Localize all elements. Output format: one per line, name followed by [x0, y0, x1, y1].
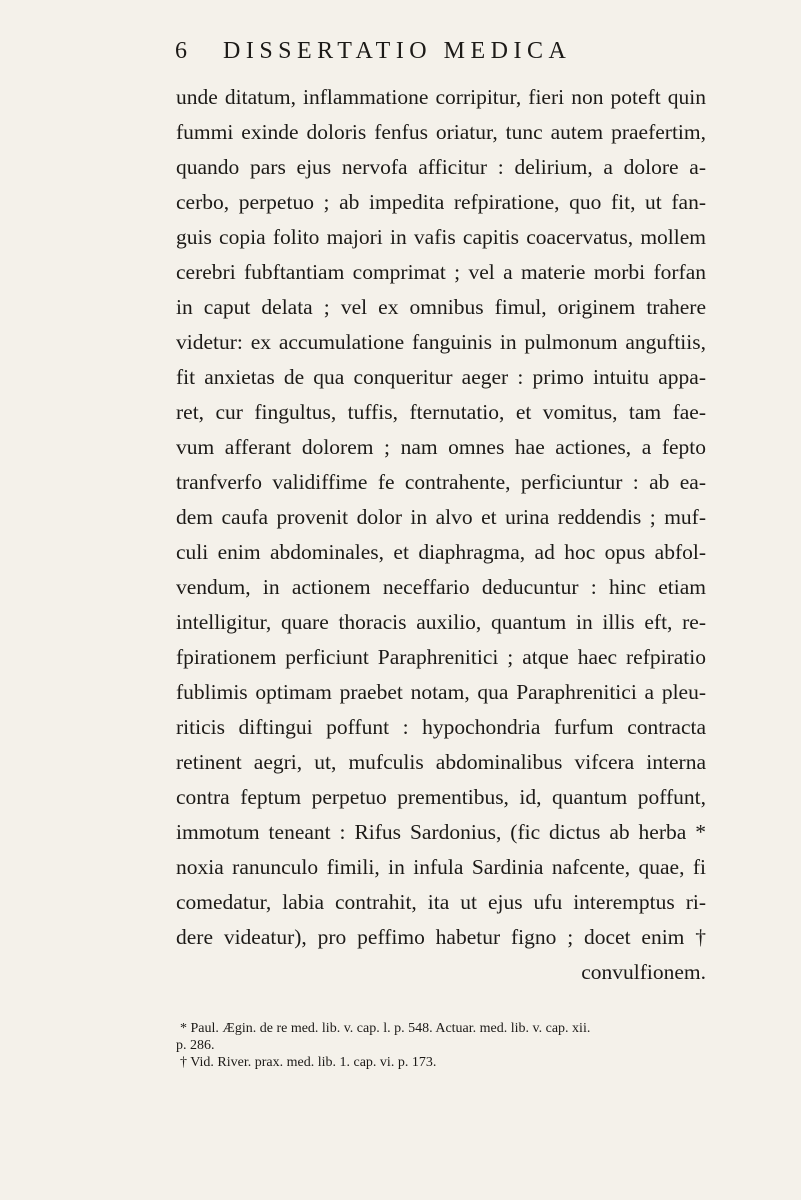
- text-line: noxia ranunculo fimili, in infula Sardinia nafcente, quae, fi: [176, 855, 706, 879]
- text-line: riticis diftingui poffunt : hypochondria furfum contracta: [176, 715, 706, 739]
- text-line: quando pars ejus nervofa afficitur : delirium, a dolore a-: [176, 155, 706, 179]
- text-line: vum afferant dolorem ; nam omnes hae actiones, a fepto: [176, 435, 706, 459]
- text-line: videtur: ex accumulatione fanguinis in pulmonum anguftiis,: [176, 330, 706, 354]
- main-text: [176, 80, 706, 990]
- text-line: dere videatur), pro peffimo habetur figno ; docet enim †: [176, 925, 706, 949]
- footnote: * Paul. Ægin. de re med. lib. v. cap. l. p. 548. Actuar. med. lib. v. cap. xii.: [180, 1021, 591, 1036]
- text-line: fummi exinde doloris fenfus oriatur, tunc autem praefertim,: [176, 120, 706, 144]
- text-line: ret, cur fingultus, tuffis, fternutatio, et vomitus, tam fae-: [176, 400, 706, 424]
- text-line: intelligitur, quare thoracis auxilio, quantum in illis eft, re-: [176, 610, 706, 634]
- text-line: fublimis optimam praebet notam, qua Paraphrenitici a pleu-: [176, 680, 706, 704]
- page-number: 6: [175, 38, 190, 64]
- text-line: culi enim abdominales, et diaphragma, ad hoc opus abfol-: [176, 540, 706, 564]
- text-line: vendum, in actionem neceffario deducuntur : hinc etiam: [176, 575, 706, 599]
- catchword-line: convulfionem.: [581, 960, 706, 984]
- text-line: cerbo, perpetuo ; ab impedita refpiratione, quo fit, ut fan-: [176, 190, 706, 214]
- text-line: fit anxietas de qua conqueritur aeger : primo intuitu appa-: [176, 365, 706, 389]
- text-line: in caput delata ; vel ex omnibus fimul, originem trahere: [176, 295, 706, 319]
- text-line: retinent aegri, ut, mufculis abdominalibus vifcera interna: [176, 750, 706, 774]
- footnotes: [176, 1020, 756, 1071]
- text-line: immotum teneant : Rifus Sardonius, (fic dictus ab herba *: [176, 820, 706, 844]
- text-line: tranfverfo validiffime fe contrahente, perficiuntur : ab ea-: [176, 470, 706, 494]
- text-line: dem caufa provenit dolor in alvo et urina reddendis ; muf-: [176, 505, 706, 529]
- footnote-continuation: p. 286.: [176, 1038, 215, 1053]
- running-title: DISSERTATIO MEDICA: [223, 38, 572, 64]
- text-line: guis copia folito majori in vafis capitis coacervatus, mollem: [176, 225, 706, 249]
- text-line: unde ditatum, inflammatione corripitur, fieri non poteft quin: [176, 85, 706, 109]
- running-header: [175, 38, 715, 70]
- text-line: contra feptum perpetuo prementibus, id, quantum poffunt,: [176, 785, 706, 809]
- text-line: fpirationem perficiunt Paraphrenitici ; atque haec refpiratio: [176, 645, 706, 669]
- footnote: † Vid. River. prax. med. lib. 1. cap. vi. p. 173.: [180, 1055, 437, 1070]
- text-line: comedatur, labia contrahit, ita ut ejus ufu interemptus ri-: [176, 890, 706, 914]
- text-line: cerebri fubftantiam comprimat ; vel a materie morbi forfan: [176, 260, 706, 284]
